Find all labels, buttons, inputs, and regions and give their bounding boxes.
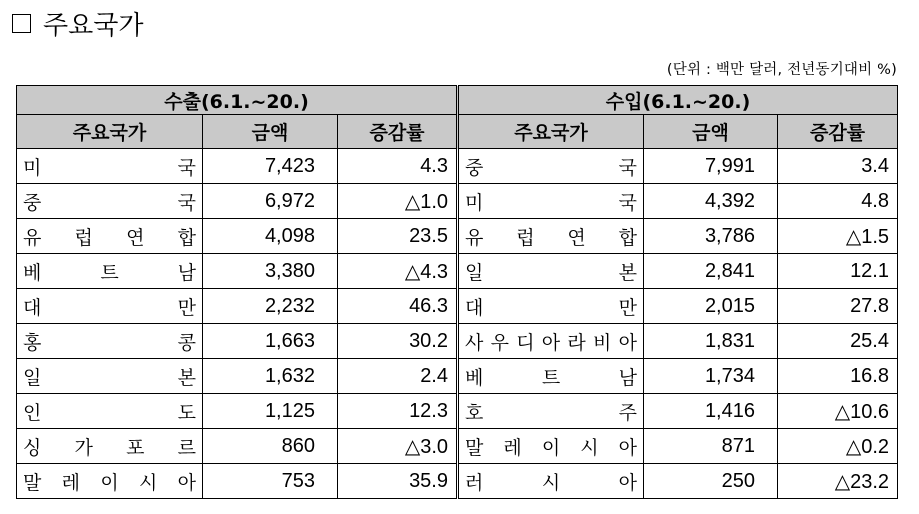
import-country-name: 일 본 [465, 261, 637, 284]
export-rate-cell: 46.3 [338, 289, 458, 324]
import-amount-cell: 4,392 [644, 184, 778, 219]
import-rate-cell: 3.4 [778, 149, 898, 184]
table-row [17, 359, 898, 394]
import-country-cell [458, 184, 644, 219]
export-country-name: 베 트 남 [23, 261, 196, 284]
import-amount-cell: 2,841 [644, 254, 778, 289]
export-col-country: 주요국가 [17, 115, 203, 149]
import-amount-cell: 871 [644, 429, 778, 464]
table-row [17, 464, 898, 499]
export-country-name: 대 만 [23, 296, 196, 319]
import-rate-cell: 12.1 [778, 254, 898, 289]
title-text: 주요국가 [43, 10, 144, 41]
import-rate-cell: △0.2 [778, 429, 898, 464]
export-amount-cell: 1,663 [203, 324, 338, 359]
export-country-cell [17, 429, 203, 464]
import-amount-cell: 7,991 [644, 149, 778, 184]
export-country-cell [17, 359, 203, 394]
export-col-rate: 증감률 [338, 115, 458, 149]
import-col-country: 주요국가 [458, 115, 644, 149]
import-country-name: 사 우 디 아 라 비 아 [465, 331, 637, 354]
export-rate-cell: 12.3 [338, 394, 458, 429]
import-amount-cell: 1,831 [644, 324, 778, 359]
import-country-name: 호 주 [465, 401, 637, 424]
import-amount-cell: 250 [644, 464, 778, 499]
table-row [17, 254, 898, 289]
import-col-amount: 금액 [644, 115, 778, 149]
import-rate-cell: 25.4 [778, 324, 898, 359]
export-amount-cell: 860 [203, 429, 338, 464]
export-rate-cell: 23.5 [338, 219, 458, 254]
import-country-cell [458, 464, 644, 499]
import-country-name: 베 트 남 [465, 366, 637, 389]
export-country-cell [17, 184, 203, 219]
export-rate-cell: △4.3 [338, 254, 458, 289]
export-country-name: 홍 콩 [23, 331, 196, 354]
import-rate-cell: 4.8 [778, 184, 898, 219]
table-row [17, 394, 898, 429]
import-rate-cell: 16.8 [778, 359, 898, 394]
import-country-name: 유 럽 연 합 [465, 226, 637, 249]
table-row [17, 429, 898, 464]
export-amount-cell: 3,380 [203, 254, 338, 289]
import-country-name: 말 레 이 시 아 [465, 436, 637, 459]
import-country-name: 대 만 [465, 296, 637, 319]
export-rate-cell: 4.3 [338, 149, 458, 184]
table-row [17, 219, 898, 254]
table-row [17, 324, 898, 359]
export-header: 수출(6.1.~20.) [17, 86, 458, 115]
export-country-cell [17, 394, 203, 429]
export-country-name: 중 국 [23, 191, 196, 214]
export-country-cell [17, 219, 203, 254]
export-amount-cell: 2,232 [203, 289, 338, 324]
import-rate-cell: 27.8 [778, 289, 898, 324]
table-body [17, 149, 898, 499]
import-country-cell [458, 429, 644, 464]
export-rate-cell: △1.0 [338, 184, 458, 219]
unit-note: (단위 : 백만 달러, 전년동기대비 %) [666, 62, 897, 78]
export-country-name: 미 국 [23, 156, 196, 179]
export-amount-cell: 7,423 [203, 149, 338, 184]
export-rate-cell: 2.4 [338, 359, 458, 394]
export-country-cell [17, 149, 203, 184]
import-amount-cell: 3,786 [644, 219, 778, 254]
import-country-name: 미 국 [465, 191, 637, 214]
table-row [17, 289, 898, 324]
import-amount-cell: 1,734 [644, 359, 778, 394]
trade-table [16, 85, 898, 499]
export-country-name: 유 럽 연 합 [23, 226, 196, 249]
import-country-cell [458, 359, 644, 394]
import-country-cell [458, 219, 644, 254]
import-country-cell [458, 149, 644, 184]
import-country-cell [458, 289, 644, 324]
table-row [17, 149, 898, 184]
import-country-name: 러 시 아 [465, 471, 637, 494]
export-country-cell [17, 289, 203, 324]
export-country-cell [17, 324, 203, 359]
export-country-name: 일 본 [23, 366, 196, 389]
export-country-name: 싱 가 포 르 [23, 436, 196, 459]
table-row [17, 184, 898, 219]
export-amount-cell: 1,125 [203, 394, 338, 429]
import-country-cell [458, 254, 644, 289]
checkbox-square-icon [12, 14, 31, 33]
import-country-name: 중 국 [465, 156, 637, 179]
export-rate-cell: △3.0 [338, 429, 458, 464]
export-amount-cell: 1,632 [203, 359, 338, 394]
export-rate-cell: 35.9 [338, 464, 458, 499]
export-country-cell [17, 464, 203, 499]
import-country-cell [458, 324, 644, 359]
export-country-cell [17, 254, 203, 289]
export-col-amount: 금액 [203, 115, 338, 149]
export-amount-cell: 753 [203, 464, 338, 499]
export-rate-cell: 30.2 [338, 324, 458, 359]
export-amount-cell: 4,098 [203, 219, 338, 254]
import-country-cell [458, 394, 644, 429]
import-rate-cell: △10.6 [778, 394, 898, 429]
page-title [12, 6, 143, 40]
import-rate-cell: △1.5 [778, 219, 898, 254]
export-country-name: 인 도 [23, 401, 196, 424]
import-header: 수입(6.1.~20.) [458, 86, 898, 115]
import-col-rate: 증감률 [778, 115, 898, 149]
import-rate-cell: △23.2 [778, 464, 898, 499]
export-country-name: 말 레 이 시 아 [23, 471, 196, 494]
export-amount-cell: 6,972 [203, 184, 338, 219]
import-amount-cell: 2,015 [644, 289, 778, 324]
import-amount-cell: 1,416 [644, 394, 778, 429]
